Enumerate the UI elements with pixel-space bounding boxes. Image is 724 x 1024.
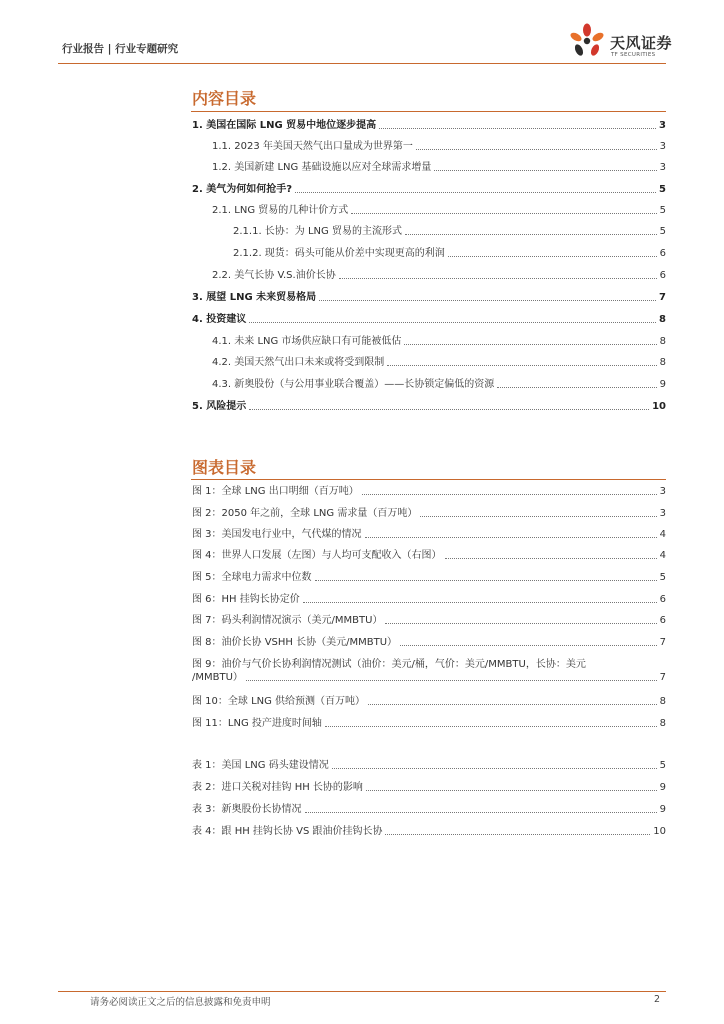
figure-entry[interactable]	[192, 695, 666, 708]
figure-entry-page: 8	[659, 696, 666, 707]
footer-disclaimer: 请务必阅读正文之后的信息披露和免责申明	[90, 997, 271, 1008]
figure-entry-title: 图 1：全球 LNG 出口明细（百万吨）	[192, 486, 359, 497]
toc-entry-page: 5	[659, 184, 666, 195]
toc-entry-title: 1. 美国在国际 LNG 贸易中地位逐步提高	[192, 120, 377, 131]
figure-entry-title: 图 6：HH 挂钩长协定价	[192, 594, 300, 605]
dot-leader	[332, 768, 657, 769]
dot-leader	[497, 387, 656, 388]
toc-entry-page: 6	[659, 248, 666, 259]
figure-entry-title: 图 4：世界人口发展（左图）与人均可支配收入（右图）	[192, 550, 442, 561]
tf-securities-logo	[566, 22, 676, 62]
dot-leader	[387, 365, 656, 366]
toc-entry[interactable]	[192, 181, 666, 196]
toc-entry[interactable]	[192, 289, 666, 304]
toc-entry-page: 3	[659, 120, 666, 131]
toc-entry-page: 6	[659, 270, 666, 281]
figure-entry-page: 4	[659, 529, 666, 540]
figure-entry-title: 图 10：全球 LNG 供给预测（百万吨）	[192, 696, 366, 707]
dot-leader	[246, 680, 657, 681]
toc-entry[interactable]	[212, 202, 666, 217]
dot-leader	[385, 834, 650, 835]
toc-entry-title: 4.3. 新奥股份（与公用事业联合覆盖）——长协锁定偏低的资源	[212, 379, 495, 390]
dot-leader	[379, 128, 656, 129]
dot-leader	[249, 409, 649, 410]
table-entry-title: 表 3：新奥股份长协情况	[192, 804, 302, 815]
page-number: 2	[654, 994, 661, 1005]
figure-entry-page: 6	[659, 615, 666, 626]
toc-entry-title: 4.1. 未来 LNG 市场供应缺口有可能被低估	[212, 336, 402, 347]
flower-logo-icon	[566, 22, 608, 62]
toc-entry-page: 3	[659, 141, 666, 152]
figures-title: 图表目录	[192, 458, 257, 477]
toc-entry-title: 2.1. LNG 贸易的几种计价方式	[212, 205, 349, 216]
dot-leader	[303, 602, 657, 603]
dot-leader	[420, 516, 656, 517]
toc-entry-title: 4. 投资建议	[192, 314, 247, 325]
figure-entry-page: 6	[659, 594, 666, 605]
toc-entry[interactable]	[212, 333, 666, 348]
toc-entry[interactable]	[192, 311, 666, 326]
toc-entry[interactable]	[212, 267, 666, 282]
figure-entry-title: 图 8：油价长协 VSHH 长协（美元/MMBTU）	[192, 637, 398, 648]
figure-entry[interactable]	[192, 549, 666, 562]
figure-entry-page: 5	[659, 572, 666, 583]
figure-entry-title: 图 7：码头利润情况演示（美元/MMBTU）	[192, 615, 383, 626]
dot-leader	[365, 537, 657, 538]
figure-entry[interactable]	[192, 528, 666, 541]
toc-entry-title: 1.1. 2023 年美国天然气出口量成为世界第一	[212, 141, 413, 152]
toc-entry[interactable]	[212, 159, 666, 174]
dot-leader	[339, 278, 657, 279]
figure-entry[interactable]	[192, 636, 666, 649]
figure-entry-page: 7	[659, 672, 666, 683]
contents-title-rule	[191, 111, 666, 112]
toc-entry[interactable]	[192, 398, 666, 413]
toc-entry-page: 8	[659, 357, 666, 368]
figure-entry[interactable]	[192, 507, 666, 520]
dot-leader	[295, 192, 656, 193]
figure-entry[interactable]	[192, 717, 666, 730]
dot-leader	[249, 322, 656, 323]
toc-entry[interactable]	[233, 223, 666, 238]
dot-leader	[366, 790, 657, 791]
table-entry-page: 9	[659, 782, 666, 793]
toc-entry-page: 8	[659, 336, 666, 347]
table-entry-title: 表 1：美国 LNG 码头建设情况	[192, 760, 329, 771]
toc-entry-title: 2.1.1. 长协：为 LNG 贸易的主流形式	[233, 226, 402, 237]
table-entry[interactable]	[192, 781, 666, 794]
table-entry[interactable]	[192, 803, 666, 816]
figure-entry-page: 7	[659, 637, 666, 648]
dot-leader	[315, 580, 657, 581]
dot-leader	[448, 256, 657, 257]
toc-entry-page: 7	[659, 292, 666, 303]
figure-entry[interactable]	[192, 614, 666, 627]
table-entry-page: 9	[659, 804, 666, 815]
toc-entry-title: 1.2. 美国新建 LNG 基础设施以应对全球需求增量	[212, 162, 432, 173]
logo-subtitle: TF SECURITIES	[611, 52, 656, 58]
dot-leader	[416, 149, 657, 150]
dot-leader	[385, 623, 656, 624]
dot-leader	[351, 213, 656, 214]
dot-leader	[405, 234, 657, 235]
figure-entry[interactable]	[192, 571, 666, 584]
figure-entry-page: 8	[659, 718, 666, 729]
figure-entry-title: 图 11：LNG 投产进度时间轴	[192, 718, 322, 729]
toc-entry-title: 3. 展望 LNG 未来贸易格局	[192, 292, 317, 303]
toc-entry-page: 5	[659, 205, 666, 216]
toc-entry-page: 10	[652, 401, 666, 412]
figure-entry-title: 图 5：全球电力需求中位数	[192, 572, 312, 583]
toc-entry-page: 8	[659, 314, 666, 325]
footer-divider	[58, 991, 666, 992]
dot-leader	[445, 558, 657, 559]
toc-entry-title: 2.2. 美气长协 V.S.油价长协	[212, 270, 336, 281]
toc-entry-title: 2.1.2. 现货：码头可能从价差中实现更高的利润	[233, 248, 445, 259]
toc-entry-page: 3	[659, 162, 666, 173]
figure-entry-title: 图 3：美国发电行业中，气代煤的情况	[192, 529, 362, 540]
figure-entry-title-cont: /MMBTU）	[192, 672, 243, 683]
figure-entry-page: 3	[659, 486, 666, 497]
contents-title: 内容目录	[192, 89, 257, 108]
dot-leader	[325, 726, 657, 727]
dot-leader	[305, 812, 657, 813]
toc-entry[interactable]	[212, 376, 666, 391]
toc-entry-title: 5. 风险提示	[192, 401, 247, 412]
figure-entry-page: 3	[659, 508, 666, 519]
header-divider	[58, 63, 666, 64]
dot-leader	[434, 170, 656, 171]
dot-leader	[400, 645, 657, 646]
logo-name: 天风证券	[610, 34, 673, 52]
toc-entry[interactable]	[192, 117, 666, 132]
figure-entry-title: 图 2：2050 年之前，全球 LNG 需求量（百万吨）	[192, 508, 418, 519]
toc-entry[interactable]	[212, 354, 666, 369]
toc-entry[interactable]	[212, 138, 666, 153]
dot-leader	[404, 344, 656, 345]
table-entry[interactable]	[192, 825, 666, 838]
figure-entry[interactable]	[192, 658, 666, 684]
table-entry-title: 表 4：跟 HH 挂钩长协 VS 跟油价挂钩长协	[192, 826, 383, 837]
toc-entry-title: 2. 美气为何如何抢手?	[192, 184, 293, 195]
figure-entry[interactable]	[192, 593, 666, 606]
toc-entry-page: 5	[659, 226, 666, 237]
figure-entry-title: 图 9：油价与气价长协利润情况测试（油价：美元/桶，气价：美元/MMBTU，长协：美元	[192, 659, 586, 670]
dot-leader	[362, 494, 657, 495]
toc-entry[interactable]	[233, 245, 666, 260]
dot-leader	[368, 704, 657, 705]
toc-entry-page: 9	[659, 379, 666, 390]
figures-title-rule	[191, 479, 666, 480]
dot-leader	[319, 300, 656, 301]
table-entry-page: 10	[653, 826, 666, 837]
figure-entry[interactable]	[192, 485, 666, 498]
table-entry-page: 5	[659, 760, 666, 771]
report-breadcrumb: 行业报告 | 行业专题研究	[62, 43, 179, 55]
figure-entry-page: 4	[659, 550, 666, 561]
table-entry-title: 表 2：进口关税对挂钩 HH 长协的影响	[192, 782, 363, 793]
toc-entry-title: 4.2. 美国天然气出口未来或将受到限制	[212, 357, 385, 368]
table-entry[interactable]	[192, 759, 666, 772]
